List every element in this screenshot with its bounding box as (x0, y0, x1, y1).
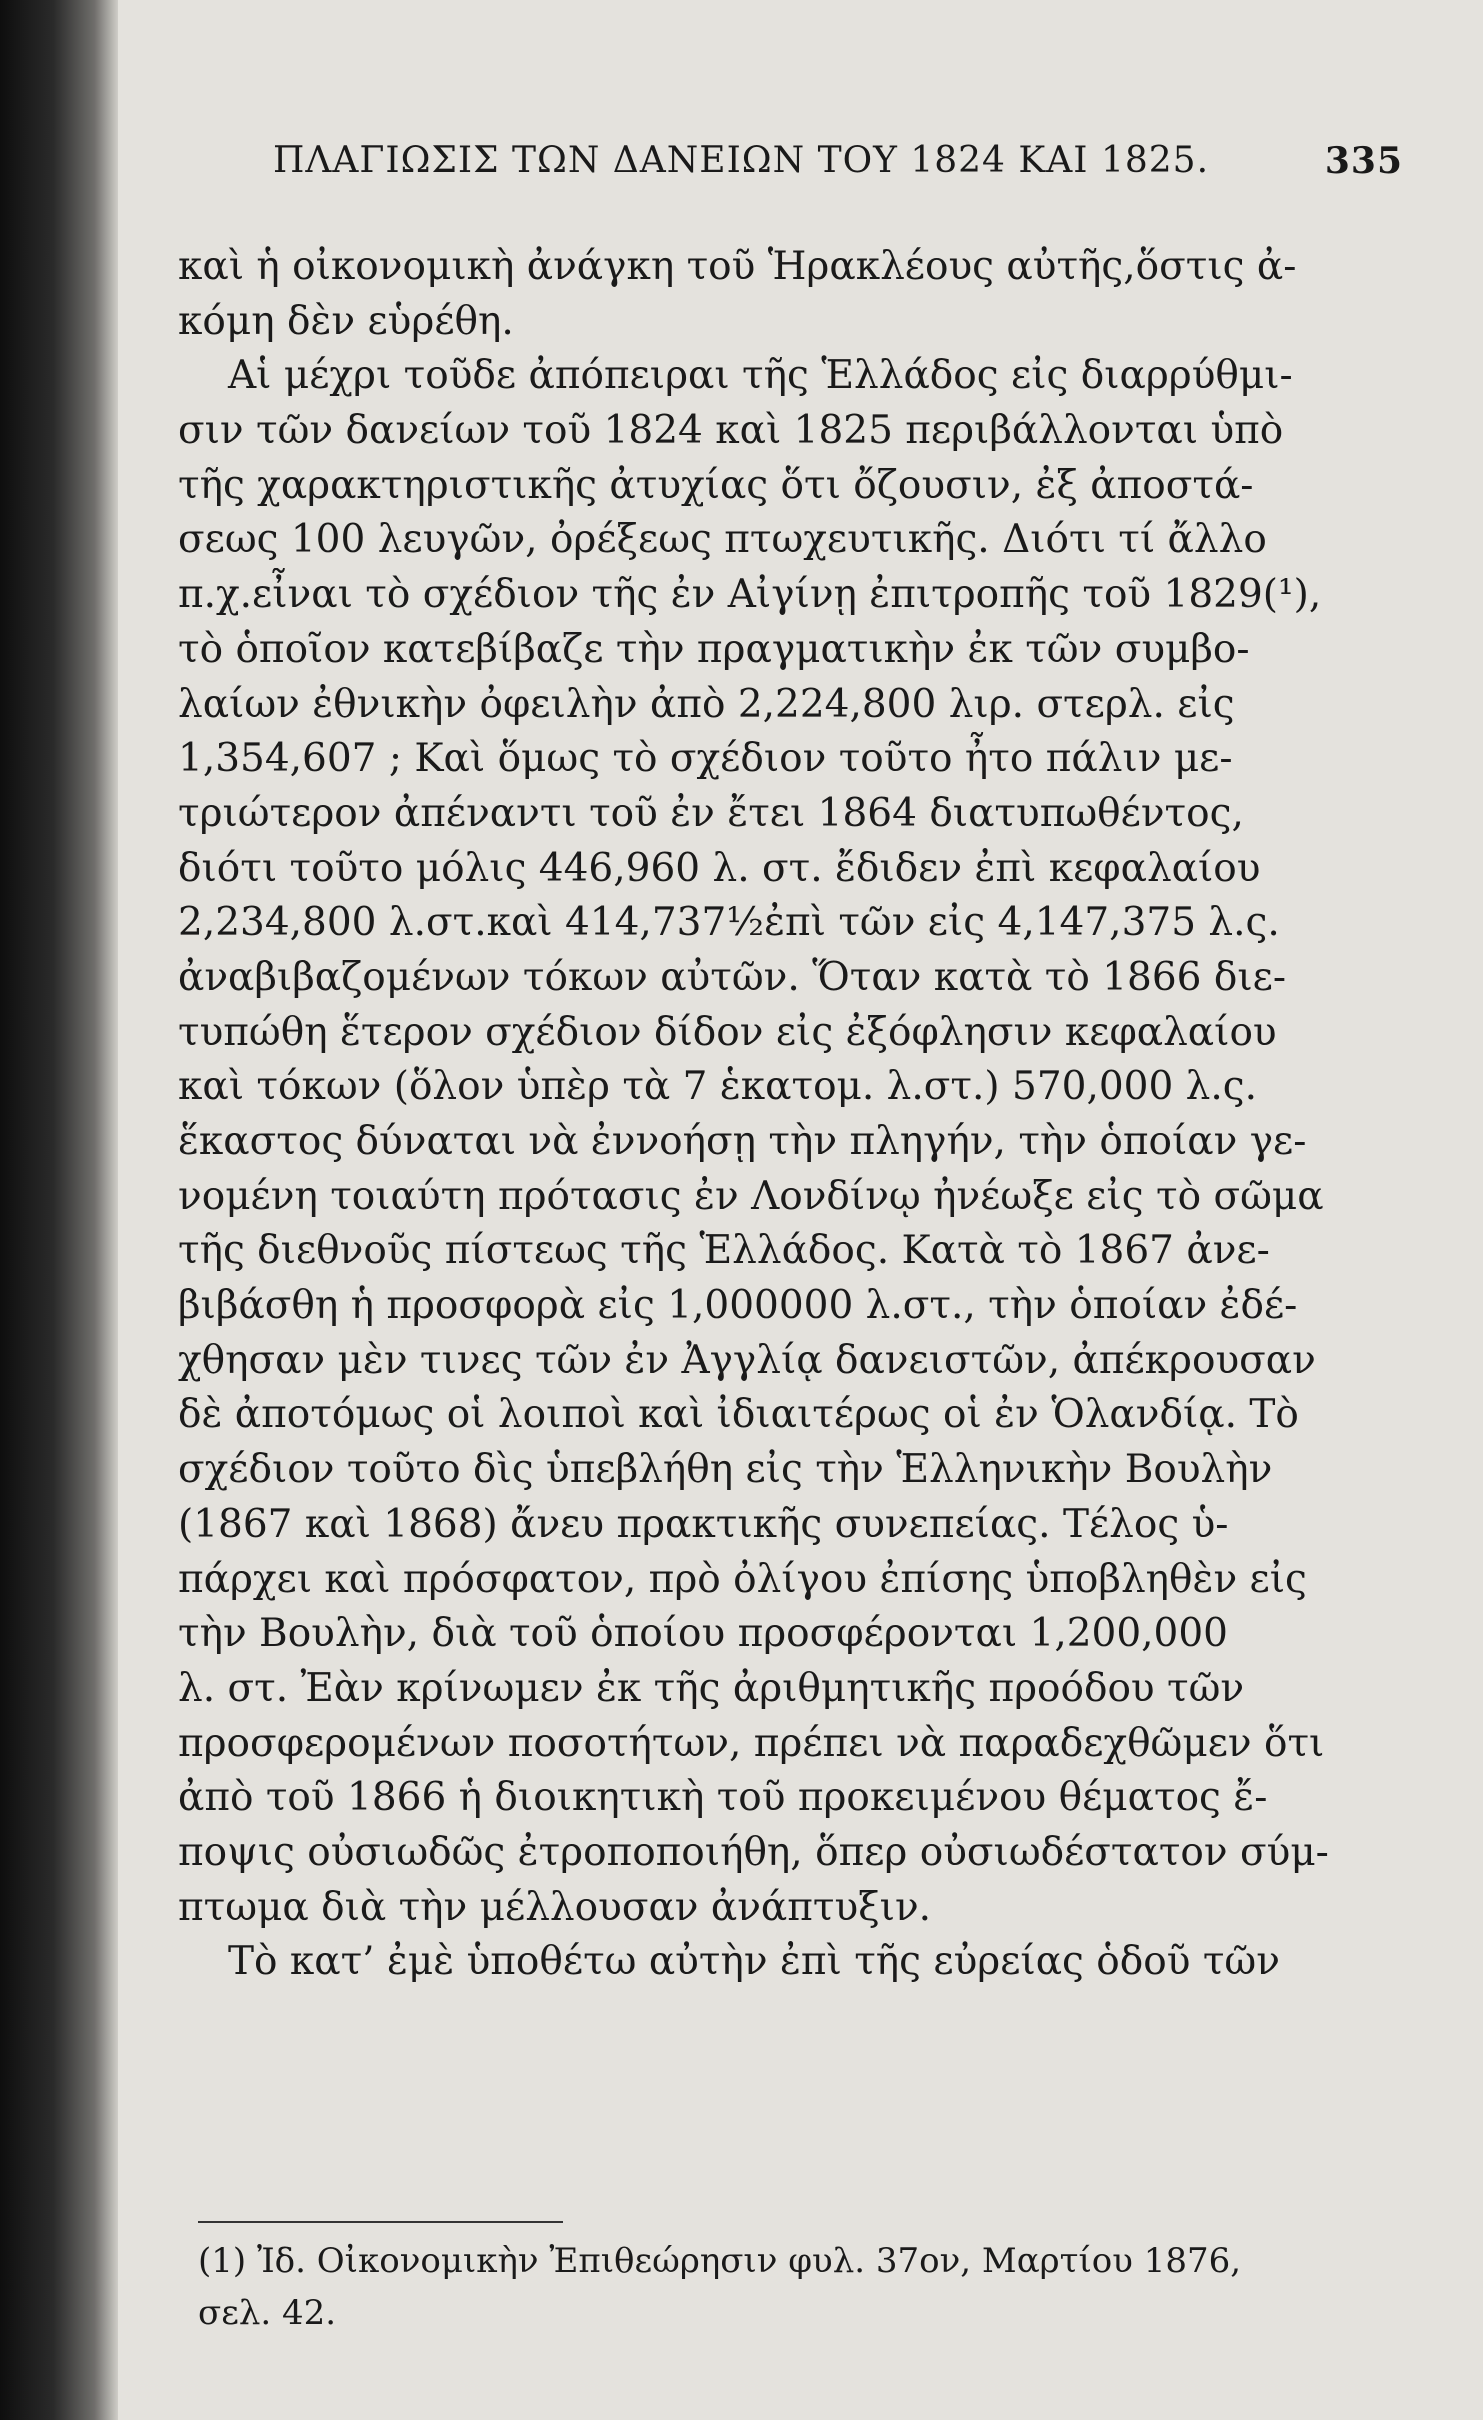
book-page (118, 0, 1483, 2420)
text-line: νομένη τοιαύτη πρότασις ἐν Λονδίνῳ ἠνέωξε εἰς τὸ σῶμα (178, 1173, 1324, 1219)
text-line: καὶ ἡ οἰκονομικὴ ἀνάγκη τοῦ Ἡρακλέους αὐτῆς,ὅστις ἀ- (178, 244, 1297, 289)
text-line: δὲ ἀποτόμως οἱ λοιποὶ καὶ ἰδιαιτέρως οἱ ἐν Ὁλανδίᾳ. Τὸ (178, 1392, 1299, 1438)
page-number: 335 (1324, 140, 1403, 182)
text-line: 2,234,800 λ.στ.καὶ 414,737½ἐπὶ τῶν εἰς 4,147,375 λ.ς. (178, 900, 1280, 946)
text-line: πάρχει καὶ πρόσφατον, πρὸ ὀλίγου ἐπίσης ὑποβληθὲν εἰς (178, 1556, 1307, 1602)
running-head-title: ΠΛΑΓΙΩΣΙΣ ΤΩΝ ΔΑΝΕΙΩΝ ΤΟΥ 1824 ΚΑΙ 1825. (273, 140, 1210, 181)
text-line: 1,354,607 ; Καὶ ὅμως τὸ σχέδιον τοῦτο ἦτο πάλιν με- (178, 736, 1233, 782)
text-line: διότι τοῦτο μόλις 446,960 λ. στ. ἔδιδεν ἐπὶ κεφαλαίου (178, 845, 1261, 891)
text-line: ποψις οὐσιωδῶς ἐτροποποιήθη, ὅπερ οὐσιωδέστατον σύμ- (178, 1829, 1329, 1875)
text-line: καὶ τόκων (ὅλον ὑπὲρ τὰ 7 ἑκατομ. λ.στ.) 570,000 λ.ς. (178, 1064, 1258, 1110)
text-line: κόμη δὲν εὑρέθη. (178, 298, 514, 344)
text-line: προσφερομένων ποσοτήτων, πρέπει νὰ παραδεχθῶμεν ὅτι (178, 1720, 1325, 1766)
footnote-line: σελ. 42. (198, 2293, 337, 2333)
text-line: πτωμα διὰ τὴν μέλλουσαν ἀνάπτυξιν. (178, 1884, 932, 1930)
text-line: ἕκαστος δύναται νὰ ἐννοήσῃ τὴν πληγήν, τὴν ὁποίαν γε- (178, 1119, 1307, 1164)
text-line: ἀπὸ τοῦ 1866 ἡ διοικητικὴ τοῦ προκειμένου θέματος ἔ- (178, 1775, 1268, 1821)
text-line: (1867 καὶ 1868) ἄνευ πρακτικῆς συνεπείας. Τέλος ὑ- (178, 1501, 1229, 1547)
text-line: λαίων ἐθνικὴν ὀφειλὴν ἀπὸ 2,224,800 λιρ. στερλ. εἰς (178, 681, 1235, 727)
text-line: τῆς διεθνοῦς πίστεως τῆς Ἑλλάδος. Κατὰ τὸ 1867 ἀνε- (178, 1228, 1270, 1274)
footnote (198, 2235, 1418, 2339)
text-line: σεως 100 λευγῶν, ὀρέξεως πτωχευτικῆς. Διότι τί ἄλλο (178, 517, 1267, 563)
text-line: λ. στ. Ἐὰν κρίνωμεν ἐκ τῆς ἀριθμητικῆς προόδου τῶν (178, 1665, 1245, 1711)
footnote-rule (198, 2221, 563, 2223)
text-line: σχέδιον τοῦτο δὶς ὑπεβλήθη εἰς τὴν Ἑλληνικὴν Βουλὴν (178, 1447, 1273, 1493)
footnote-line: (1) Ἰδ. Οἰκονομικὴν Ἐπιθεώρησιν φυλ. 37ον, Μαρτίου 1876, (198, 2241, 1242, 2281)
text-line: βιβάσθη ἡ προσφορὰ εἰς 1,000000 λ.στ., τὴν ὁποίαν ἐδέ- (178, 1283, 1298, 1329)
text-line: τριώτερον ἀπέναντι τοῦ ἐν ἔτει 1864 διατυπωθέντος, (178, 790, 1244, 836)
text-line: Τὸ κατ’ ἐμὲ ὑποθέτω αὐτὴν ἐπὶ τῆς εὐρείας ὁδοῦ τῶν (228, 1939, 1280, 1985)
body-text (178, 240, 1408, 1990)
text-line: τὴν Βουλὴν, διὰ τοῦ ὁποίου προσφέρονται 1,200,000 (178, 1611, 1228, 1657)
text-line: ἀναβιβαζομένων τόκων αὐτῶν. Ὅταν κατὰ τὸ 1866 διε- (178, 954, 1287, 1000)
text-line: τὸ ὁποῖον κατεβίβαζε τὴν πραγματικὴν ἐκ τῶν συμβο- (178, 626, 1250, 672)
text-line: χθησαν μὲν τινες τῶν ἐν Ἀγγλίᾳ δανειστῶν, ἀπέκρουσαν (178, 1337, 1316, 1383)
text-line: τυπώθη ἕτερον σχέδιον δίδον εἰς ἐξόφλησιν κεφαλαίου (178, 1009, 1277, 1055)
text-line: Αἱ μέχρι τοῦδε ἀπόπειραι τῆς Ἑλλάδος εἰς διαρρύθμι- (228, 353, 1293, 399)
text-line: σιν τῶν δανείων τοῦ 1824 καὶ 1825 περιβάλλονται ὑπὸ (178, 408, 1284, 454)
running-head (273, 140, 1403, 200)
text-line: τῆς χαρακτηριστικῆς ἀτυχίας ὅτι ὄζουσιν, ἐξ ἀποστά- (178, 462, 1254, 508)
book-gutter-shadow (0, 0, 118, 2420)
text-line: π.χ.εἶναι τὸ σχέδιον τῆς ἐν Αἰγίνῃ ἐπιτροπῆς τοῦ 1829(¹), (178, 572, 1322, 618)
